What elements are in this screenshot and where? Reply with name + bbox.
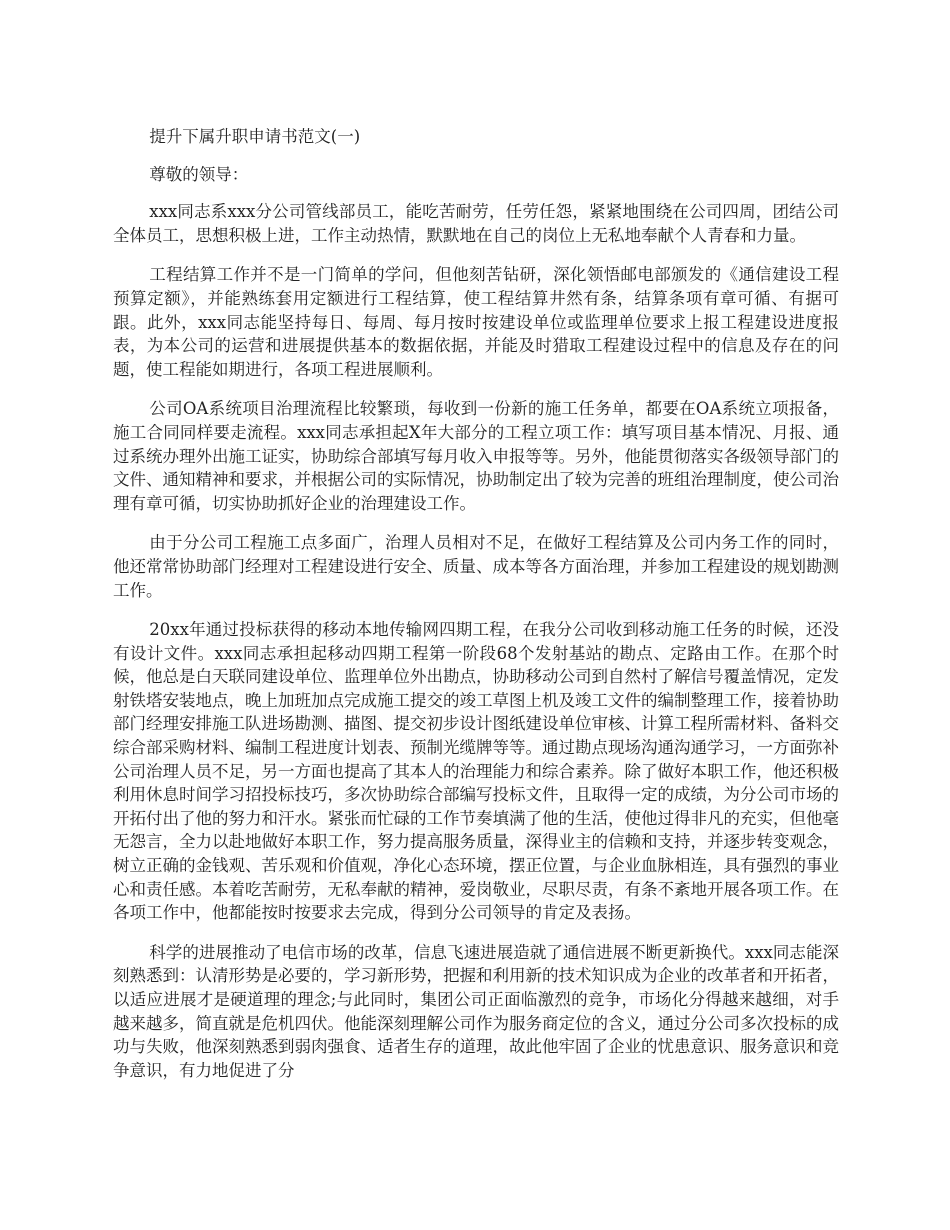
paragraph-1: xxx同志系xxx分公司管线部员工，能吃苦耐劳，任劳任怨，紧紧地围绕在公司四周，团结公司全体员工，思想积极上进，工作主动热情，默默地在自己的岗位上无私地奉献个人青春和力量。 <box>113 202 839 245</box>
paragraph-2: 工程结算工作并不是一门简单的学问，但他刻苦钻研，深化领悟邮电部颁发的《通信建设工程预算定额》，并能熟练套用定额进行工程结算，使工程结算井然有条，结算条项有章可循、有据可跟。此外，xxx同志能坚持每日、每周、每月按时按建设单位或监理单位要求上报工程建设进度报表，为本公司的运营和进展提供基本的数据依据，并能及时猎取工程建设过程中的信息及存在的问题，使工程能如期进行，各项工程进展顺利。 <box>113 265 839 379</box>
paragraph-3: 公司OA系统项目治理流程比较繁琐，每收到一份新的施工任务单，都要在OA系统立项报备，施工合同同样要走流程。xxx同志承担起X年大部分的工程立项工作：填写项目基本情况、月报、通过系统办理外出施工证实，协助综合部填写每月收入申报等等。另外，他能贯彻落实各级领导部门的文件、通知精神和要求，并根据公司的实际情况，协助制定出了较为完善的班组治理制度，使公司治理有章可循，切实协助抓好企业的治理建设工作。 <box>113 399 839 513</box>
paragraph-5: 20xx年通过投标获得的移动本地传输网四期工程，在我分公司收到移动施工任务的时候，还没有设计文件。xxx同志承担起移动四期工程第一阶段68个发射基站的勘点、定路由工作。在那个时候，他总是白天联同建设单位、监理单位外出勘点，协助移动公司到自然村了解信号覆盖情况，定发射铁塔安装地点，晚上加班加点完成施工提交的竣工草图上机及竣工文件的编制整理工作，接着协助部门经理安排施工队进场勘测、描图、提交初步设计图纸建设单位审核、计算工程所需材料、备料交综合部采购材料、编制工程进度计划表、预制光缆牌等等。通过勘点现场沟通沟通学习，一方面弥补公司治理人员不足，另一方面也提高了其本人的治理能力和综合素养。除了做好本职工作，他还积极利用休息时间学习招投标技巧，多次协助综合部编写投标文件，且取得一定的成绩，为分公司市场的开拓付出了他的努力和汗水。紧张而忙碌的工作节奏填满了他的生活，使他过得非凡的充实，但他毫无怨言，全力以赴地做好本职工作，努力提高服务质量，深得业主的信赖和支持，并逐步转变观念，树立正确的金钱观、苦乐观和价值观，净化心态环境，摆正位置，与企业血脉相连，具有强烈的事业心和责任感。本着吃苦耐劳，无私奉献的精神，爱岗敬业，尽职尽责，有条不紊地开展各项工作。在各项工作中，他都能按时按要求去完成，得到分公司领导的肯定及表扬。 <box>113 620 839 923</box>
document-title: 提升下属升职申请书范文(一) <box>149 127 361 146</box>
paragraph-4: 由于分公司工程施工点多面广，治理人员相对不足，在做好工程结算及公司内务工作的同时，他还常常协助部门经理对工程建设进行安全、质量、成本等各方面治理，并参加工程建设的规划勘测工作。 <box>113 533 839 600</box>
document-body <box>113 125 839 1098</box>
salutation: 尊敬的领导： <box>149 164 249 184</box>
paragraph-6: 科学的进展推动了电信市场的改革，信息飞速进展造就了通信进展不断更新换代。xxx同志能深刻熟悉到：认清形势是必要的，学习新形势，把握和利用新的技术知识成为企业的改革者和开拓者，以适应进展才是硬道理的理念;与此同时，集团公司正面临激烈的竞争，市场化分得越来越细，对手越来越多，简直就是危机四伏。他能深刻理解公司作为服务商定位的含义，通过分公司多次投标的成功与失败，他深刻熟悉到弱肉强食、适者生存的道理，故此他牢固了企业的忧患意识、服务意识和竞争意识，有力地促进了分 <box>113 942 839 1080</box>
